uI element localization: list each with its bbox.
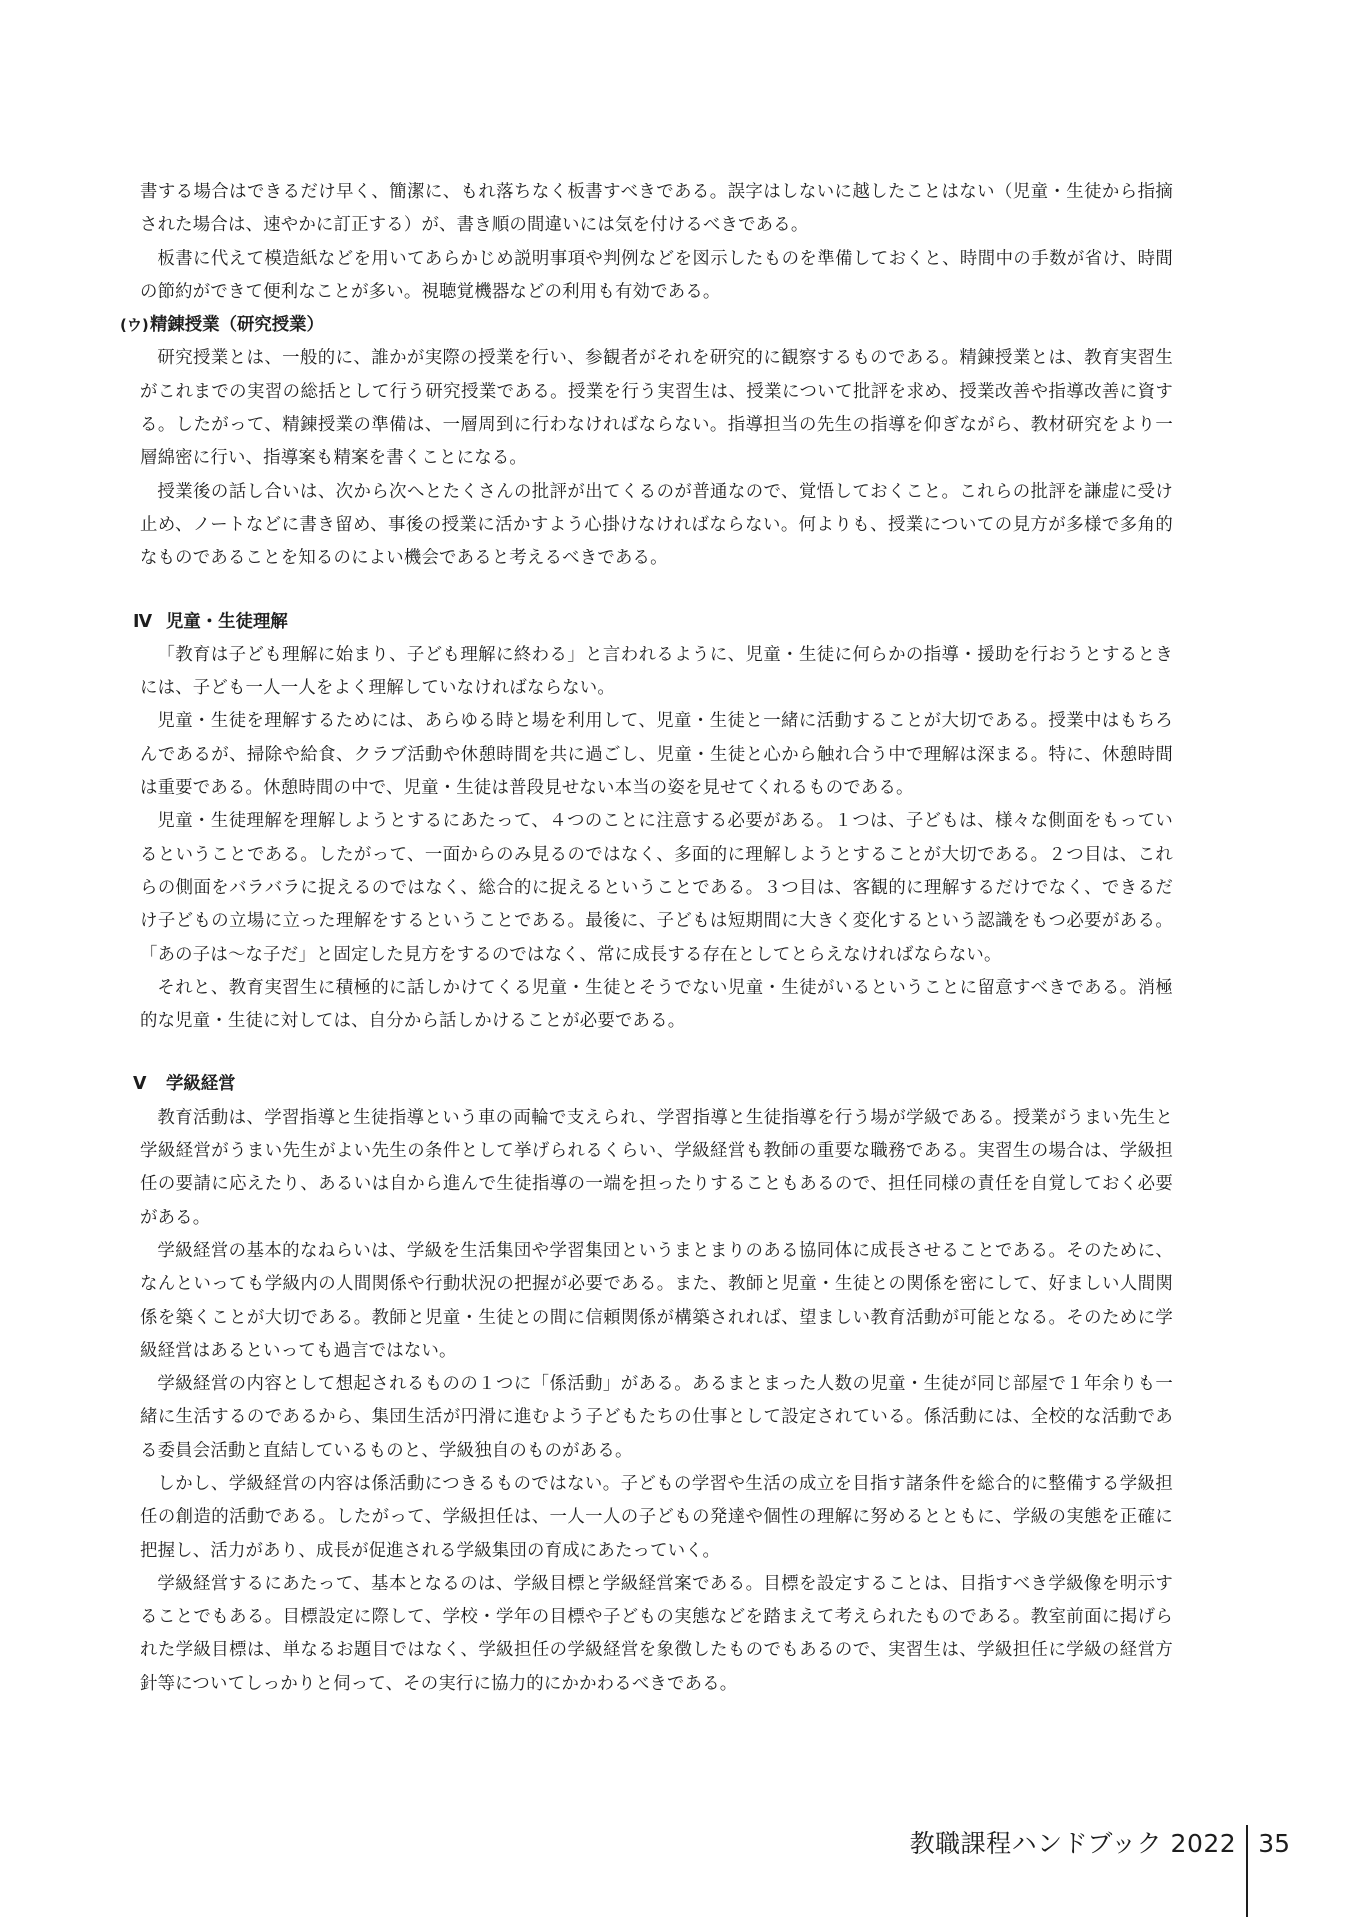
- page-footer: [910, 1825, 1290, 1920]
- body-paragraph: 学級経営の基本的なねらいは、学級を生活集団や学習集団というまとまりのある協同体に成長させることである。そのために、なんといっても学級内の人間関係や行動状況の把握が必要である。また、教師と児童・生徒との関係を密にして、好ましい人間関係を築くことが大切である。教師と児童・生徒との間に信頼関係が構築されれば、望ましい教育活動が可能となる。そのために学級経営はあるといっても過言ではない。: [140, 1240, 1173, 1361]
- subsection-marker: (ウ): [120, 316, 149, 335]
- body-paragraph: 学級経営するにあたって、基本となるのは、学級目標と学級経営案である。目標を設定することは、目指すべき学級像を明示することでもある。目標設定に際して、学校・学年の目標や子どもの実態などを踏まえて考えられたものである。教室前面に掲げられた学級目標は、単なるお題目ではなく、学級担任の学級経営を象徴したものでもあるので、実習生は、学級担任に学級の経営方針等についてしっかりと伺って、その実行に協力的にかかわるべきである。: [140, 1573, 1173, 1694]
- footer-title: 教職課程ハンドブック 2022: [909, 1829, 1237, 1858]
- section-v: [133, 1068, 1173, 1701]
- section-title: 児童・生徒理解: [166, 611, 288, 632]
- body-paragraph: 教育活動は、学習指導と生徒指導という車の両輪で支えられ、学習指導と生徒指導を行う場が学級である。授業がうまい先生と学級経営がうまい先生がよい先生の条件として挙げられるくらい、学級経営も教師の重要な職務である。実習生の場合は、学級担任の要請に応えたり、あるいは自から進んで生徒指導の一端を担ったりすることもあるので、担任同様の責任を自覚しておく必要がある。: [140, 1107, 1173, 1228]
- footer-divider: [1246, 1825, 1248, 1917]
- body-paragraph: 板書に代えて模造紙などを用いてあらかじめ説明事項や判例などを図示したものを準備しておくと、時間中の手数が省け、時間の節約ができて便利なことが多い。視聴覚機器などの利用も有効である。: [140, 248, 1173, 302]
- body-paragraph: しかし、学級経営の内容は係活動につきるものではない。子どもの学習や生活の成立を目指す諸条件を総合的に整備する学級担任の創造的活動である。したがって、学級担任は、一人一人の子どもの発達や個性の理解に努めるとともに、学級の実態を正確に把握し、活力があり、成長が促進される学級集団の育成にあたっていく。: [140, 1473, 1173, 1561]
- body-paragraph: 学級経営の内容として想起されるものの１つに「係活動」がある。あるまとまった人数の児童・生徒が同じ部屋で１年余りも一緒に生活するのであるから、集団生活が円滑に進むよう子どもたちの仕事として設定されている。係活動には、全校的な活動である委員会活動と直結しているものと、学級独自のものがある。: [140, 1374, 1173, 1461]
- body-paragraph: 研究授業とは、一般的に、誰かが実際の授業を行い、参観者がそれを研究的に観察するものである。精錬授業とは、教育実習生がこれまでの実習の総括として行う研究授業である。授業を行う実習生は、授業について批評を求め、授業改善や指導改善に資する。したがって、精錬授業の準備は、一層周到に行わなければならない。指導担当の先生の指導を仰ぎながら、教材研究をより一層綿密に行い、指導案も精案を書くことになる。: [140, 348, 1173, 469]
- body-paragraph: 児童・生徒理解を理解しようとするにあたって、４つのことに注意する必要がある。１つは、子どもは、様々な側面をもっているということである。したがって、一面からのみ見るのではなく、多面的に理解しようとすることが大切である。２つ目は、これらの側面をバラバラに捉えるのではなく、総合的に捉えるということである。３つ目は、客観的に理解するだけでなく、できるだけ子どもの立場に立った理解をするということである。最後に、子どもは短期間に大きく変化するという認識をもつ必要がある。「あの子は〜な子だ」と固定した見方をするのではなく、常に成長する存在としてとらえなければならない。: [140, 811, 1173, 965]
- body-paragraph: それと、教育実習生に積極的に話しかけてくる児童・生徒とそうでない児童・生徒がいるということに留意すべきである。消極的な児童・生徒に対しては、自分から話しかけることが必要である。: [140, 977, 1173, 1032]
- subsection-heading: [120, 309, 1173, 342]
- subsection-seiren-jugyo: [120, 309, 1173, 575]
- page-number: 35: [1258, 1829, 1290, 1858]
- section-title: 学級経営: [166, 1074, 236, 1095]
- section-numeral: Ⅳ: [133, 611, 153, 632]
- intro-block: [140, 176, 1173, 309]
- subsection-title: 精錬授業（研究授業）: [150, 315, 324, 336]
- section-heading: [133, 606, 1173, 639]
- body-paragraph: 「教育は子ども理解に始まり、子ども理解に終わる」と言われるように、児童・生徒に何らかの指導・援助を行おうとするときには、子ども一人一人をよく理解していなければならない。: [140, 644, 1173, 699]
- body-paragraph: 書する場合はできるだけ早く、簡潔に、もれ落ちなく板書すべきである。誤字はしないに越したことはない（児童・生徒から指摘された場合は、速やかに訂正する）が、書き順の間違いには気を付けるべきである。: [140, 182, 1173, 236]
- section-heading: [133, 1068, 1173, 1101]
- page-body: [120, 176, 1173, 1701]
- section-iv: [133, 606, 1173, 1039]
- section-numeral: Ⅴ: [133, 1074, 147, 1095]
- body-paragraph: 児童・生徒を理解するためには、あらゆる時と場を利用して、児童・生徒と一緒に活動することが大切である。授業中はもちろんであるが、掃除や給食、クラブ活動や休憩時間を共に過ごし、児童・生徒と心から触れ合う中で理解は深まる。特に、休憩時間は重要である。休憩時間の中で、児童・生徒は普段見せない本当の姿を見せてくれるものである。: [140, 711, 1173, 799]
- body-paragraph: 授業後の話し合いは、次から次へとたくさんの批評が出てくるのが普通なので、覚悟しておくこと。これらの批評を謙虚に受け止め、ノートなどに書き留め、事後の授業に活かすよう心掛けなければならない。何よりも、授業についての見方が多様で多角的なものであることを知るのによい機会であると考えるべきである。: [140, 481, 1173, 569]
